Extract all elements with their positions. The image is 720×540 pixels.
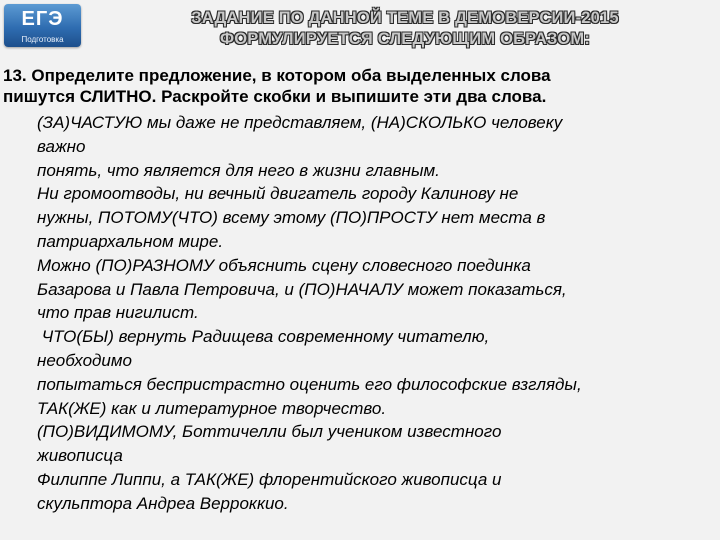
title-line-2: ФОРМУЛИРУЕТСЯ СЛЕДУЮЩИМ ОБРАЗОМ: <box>219 30 591 48</box>
sentence-line: попытаться беспристрастно оценить его философские взгляды, <box>37 374 582 394</box>
sentence-line: Можно (ПО)РАЗНОМУ объяснить сцену словесного поединка <box>37 255 531 275</box>
sentence-line: патриархальном мире. <box>37 231 224 251</box>
sentence-line: Ни громоотводы, ни вечный двигатель городу Калинову не <box>37 184 519 204</box>
task-line-2: пишутся СЛИТНО. Раскройте скобки и выпишите эти два слова. <box>3 87 547 106</box>
slide-title <box>95 8 715 50</box>
sentence-line: важно <box>37 136 86 156</box>
ege-logo <box>4 4 81 47</box>
task-line-1: 13. Определите предложение, в котором оба выделенных слова <box>3 66 551 85</box>
sentences-block <box>37 111 717 516</box>
sentence-line: понять, что является для него в жизни главным. <box>37 160 440 180</box>
task-statement <box>3 65 715 107</box>
sentence-line: нужны, ПОТОМУ(ЧТО) всему этому (ПО)ПРОСТУ нет места в <box>37 208 546 228</box>
sentence-line: что прав нигилист. <box>37 303 199 323</box>
logo-subtext: Подготовка <box>21 35 64 44</box>
sentence-line: ЧТО(БЫ) вернуть Радищева современному читателю, <box>37 327 490 347</box>
sentence-line: (ПО)ВИДИМОМУ, Боттичелли был учеником известного <box>37 422 502 442</box>
sentence-line: ТАК(ЖЕ) как и литературное творчество. <box>37 398 387 418</box>
sentence-line: необходимо <box>37 350 132 370</box>
sentence-line: скульптора Андреа Верроккио. <box>37 493 289 513</box>
sentence-line: Базарова и Павла Петровича, и (ПО)НАЧАЛУ может показаться, <box>37 279 567 299</box>
title-line-1: ЗАДАНИЕ ПО ДАННОЙ ТЕМЕ В ДЕМОВЕРСИИ-2015 <box>191 9 619 27</box>
logo-text: ЕГЭ <box>21 8 64 30</box>
sentence-line: Филиппе Липпи, а ТАК(ЖЕ) флорентийского живописца и <box>37 469 502 489</box>
sentence-line: (ЗА)ЧАСТУЮ мы даже не представляем, (НА)СКОЛЬКО человеку <box>37 113 563 132</box>
sentence-line: живописца <box>37 446 123 466</box>
